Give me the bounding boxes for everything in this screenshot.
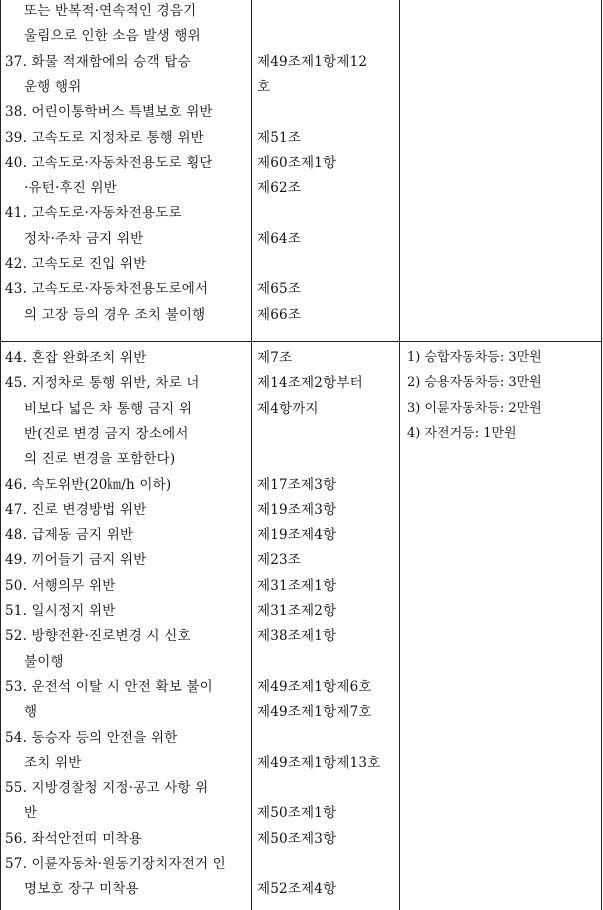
violation-text-line: 53. 운전석 이탈 시 안전 확보 불이 [5,678,213,695]
article-reference: 제64조 [257,230,302,247]
article-reference: 제4항까지 [257,400,319,417]
article-reference: 제49조제1항제7호 [257,704,372,721]
violation-text-line: 43. 고속도로·자동차전용도로에서 [5,281,209,298]
violation-text-line: 반(진로 변경 금지 장소에서 [24,425,189,442]
violation-text-line: 37. 화물 적재함에의 승객 탑승 [5,53,191,70]
article-reference: 제31조제2항 [257,603,337,619]
article-reference: 제23조 [257,552,302,569]
violation-text-line: 38. 어린이통학버스 특별보호 위반 [5,104,213,121]
article-reference: 제49조제1항제6호 [257,678,372,695]
violation-text-line: 51. 일시정지 위반 [5,603,116,619]
violation-text-line: 불이행 [24,653,64,670]
article-reference: 제51조 [257,129,302,146]
violation-text-line: 명보호 장구 미착용 [24,881,139,898]
violation-text-line: 41. 고속도로·자동차전용도로 [5,205,182,222]
fine-amount-item: 4) 자전거등: 1만원 [407,425,517,441]
violation-text-line: 54. 동승자 등의 안전을 위한 [5,729,178,746]
article-reference: 제49조제1항제12 [257,53,368,70]
violation-text-line: 40. 고속도로·자동차전용도로 횡단 [5,154,213,171]
violation-text-line: 행 [24,704,38,721]
fine-amount-item: 1) 승합자동차등: 3만원 [407,350,542,365]
violation-text-line: 의 고장 등의 경우 조치 불이행 [24,306,206,323]
violation-text-line: 39. 고속도로 지정차로 통행 위반 [5,129,204,146]
column-divider-1 [251,0,252,910]
violation-text-line: 57. 이륜자동차·원동기장치자전거 인 [5,856,226,872]
article-reference: 제38조제1항 [257,628,337,645]
article-reference: 제19조제3항 [257,501,337,518]
article-reference: 제50조제3항 [257,830,337,847]
violation-text-line: 운행 행위 [24,78,82,95]
violation-text-line: 48. 급제동 금지 위반 [5,527,134,544]
table-border-right [601,0,602,910]
article-reference: 제49조제1항제13호 [257,754,381,771]
article-reference: 제14조제2항부터 [257,375,363,392]
column-divider-2 [399,0,400,910]
violation-text-line: 50. 서행의무 위반 [5,577,116,594]
violation-text-line: 또는 반복적·연속적인 경음기 [24,3,197,19]
article-reference: 제7조 [257,350,293,366]
violation-text-line: 정차·주차 금지 위반 [24,230,144,247]
violation-text-line: 비보다 넓은 차 통행 금지 위 [24,400,193,417]
article-reference: 제66조 [257,306,302,323]
violation-text-line: 울림으로 인한 소음 발생 행위 [24,28,201,45]
section-divider [0,341,602,342]
violation-text-line: 56. 좌석안전띠 미착용 [5,830,142,847]
violation-text-line: 의 진로 변경을 포함한다) [24,451,176,468]
article-reference: 제19조제4항 [257,527,337,544]
article-reference: 제52조제4항 [257,881,337,898]
violation-text-line: 조치 위반 [24,754,82,771]
article-reference: 호 [257,78,271,95]
violation-text-line: 42. 고속도로 진입 위반 [5,256,147,272]
fine-amount-item: 2) 승용자동차등: 3만원 [407,375,542,391]
table-border-left [0,0,1,910]
violation-text-line: 반 [24,805,38,822]
article-reference: 제17조제3항 [257,476,337,493]
article-reference: 제50조제1항 [257,805,337,822]
violation-text-line: 44. 혼잡 완화조치 위반 [5,350,147,366]
article-reference: 제65조 [257,281,302,298]
article-reference: 제60조제1항 [257,154,337,171]
violation-text-line: 46. 속도위반(20㎞/h 이하) [5,476,172,493]
violation-text-line: 55. 지방경찰청 지정·공고 사항 위 [5,780,209,797]
violation-text-line: 52. 방향전환·진로변경 시 신호 [5,628,191,645]
fine-amount-item: 3) 이륜자동차등: 2만원 [407,400,542,416]
violation-text-line: 49. 끼어들기 금지 위반 [5,552,147,569]
violation-text-line: 47. 진로 변경방법 위반 [5,501,147,518]
article-reference: 제31조제1항 [257,577,337,594]
violation-text-line: ·유턴·후진 위반 [24,180,117,197]
violation-text-line: 45. 지정차로 통행 위반, 차로 너 [5,375,200,392]
article-reference: 제62조 [257,180,302,197]
